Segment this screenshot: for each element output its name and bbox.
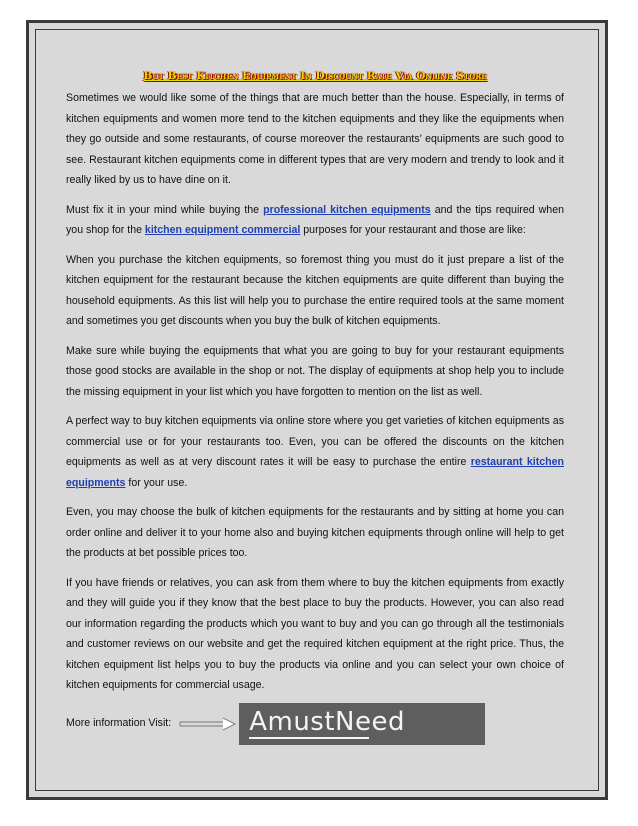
right-arrow-icon [179, 717, 237, 731]
paragraph-5-text-1: A perfect way to buy kitchen equipments via online store where you get varieties of kitchen equipments as commercial use or for your restaurants too. Even, you can be offered the discounts on the kitchen equipments as well as at very discount rates it will be easy to purchase the entire [66, 415, 564, 468]
more-information-label: More information Visit: [66, 717, 172, 730]
kitchen-equipment-commercial-link[interactable]: kitchen equipment commercial [144, 224, 301, 236]
professional-kitchen-equipments-link[interactable]: professional kitchen equipments [263, 203, 431, 216]
paragraph-3: When you purchase the kitchen equipments, so foremost thing you must do it just prepare a list of the kitchen equipment for the restaurant because the kitchen equipments are quite different than buying the household equipments. As this list will help you to purchase the entire required tools at the same moment and sometimes you get discounts when you buy the bulk of kitchen equipments. [66, 253, 564, 327]
paragraph-2 [66, 200, 564, 241]
paragraph-5 [66, 411, 564, 493]
logo-text: AmustNeed [249, 706, 405, 737]
amustneed-logo[interactable] [239, 703, 485, 745]
article-body [66, 68, 564, 745]
paragraph-5-text-2: for your use. [125, 476, 188, 489]
article-title: But Best Kitchen Equipment In Discount Rate Via Online Store [143, 70, 487, 82]
footer-line [66, 703, 564, 745]
paragraph-2-text-1: Must fix it in your mind while buying the [66, 203, 264, 216]
paragraph-4: Make sure while buying the equipments that what you are going to buy for your restaurant equipments those good stocks are available in the shop or not. The display of equipments at shop help you to include the missing equipment in your list which you have forgotten to mention on the list as well. [66, 344, 564, 398]
paragraph-2-text-3: purposes for your restaurant and those are like: [300, 224, 526, 236]
paragraph-1: Sometimes we would like some of the things that are much better than the house. Especially, in terms of kitchen equipments and women more tend to the kitchen equipments and they like the equipments when they go outside and some restaurants, of course moreover the restaurants’ equipments are such good to see. Restaurant kitchen equipments come in different types that are very modern and trendy to look and it really liked by us to have dine on it. [66, 92, 564, 186]
restaurant-kitchen-equipments-link[interactable]: restaurant kitchen equipments [66, 456, 565, 489]
paragraph-6: Even, you may choose the bulk of kitchen equipments for the restaurants and by sitting at home you can order online and deliver it to your home also and buying kitchen equipments through online will help to get the products at bet possible prices too. [66, 506, 564, 559]
paragraph-2-text-2: and the tips required when you shop for the [66, 203, 564, 236]
paragraph-7: If you have friends or relatives, you can ask from them where to buy the kitchen equipments from exactly and they will guide you if they know that the best place to buy the products. However, you can also read our information regarding the products which you want to buy and you can go through all the testimonials and customer reviews on our website and get the required kitchen equipment at the right price. Thus, the kitchen equipment list helps you to buy the products via online and you can select your own choice of kitchen equipments for commercial usage. [66, 576, 564, 691]
logo-underline [249, 737, 369, 739]
